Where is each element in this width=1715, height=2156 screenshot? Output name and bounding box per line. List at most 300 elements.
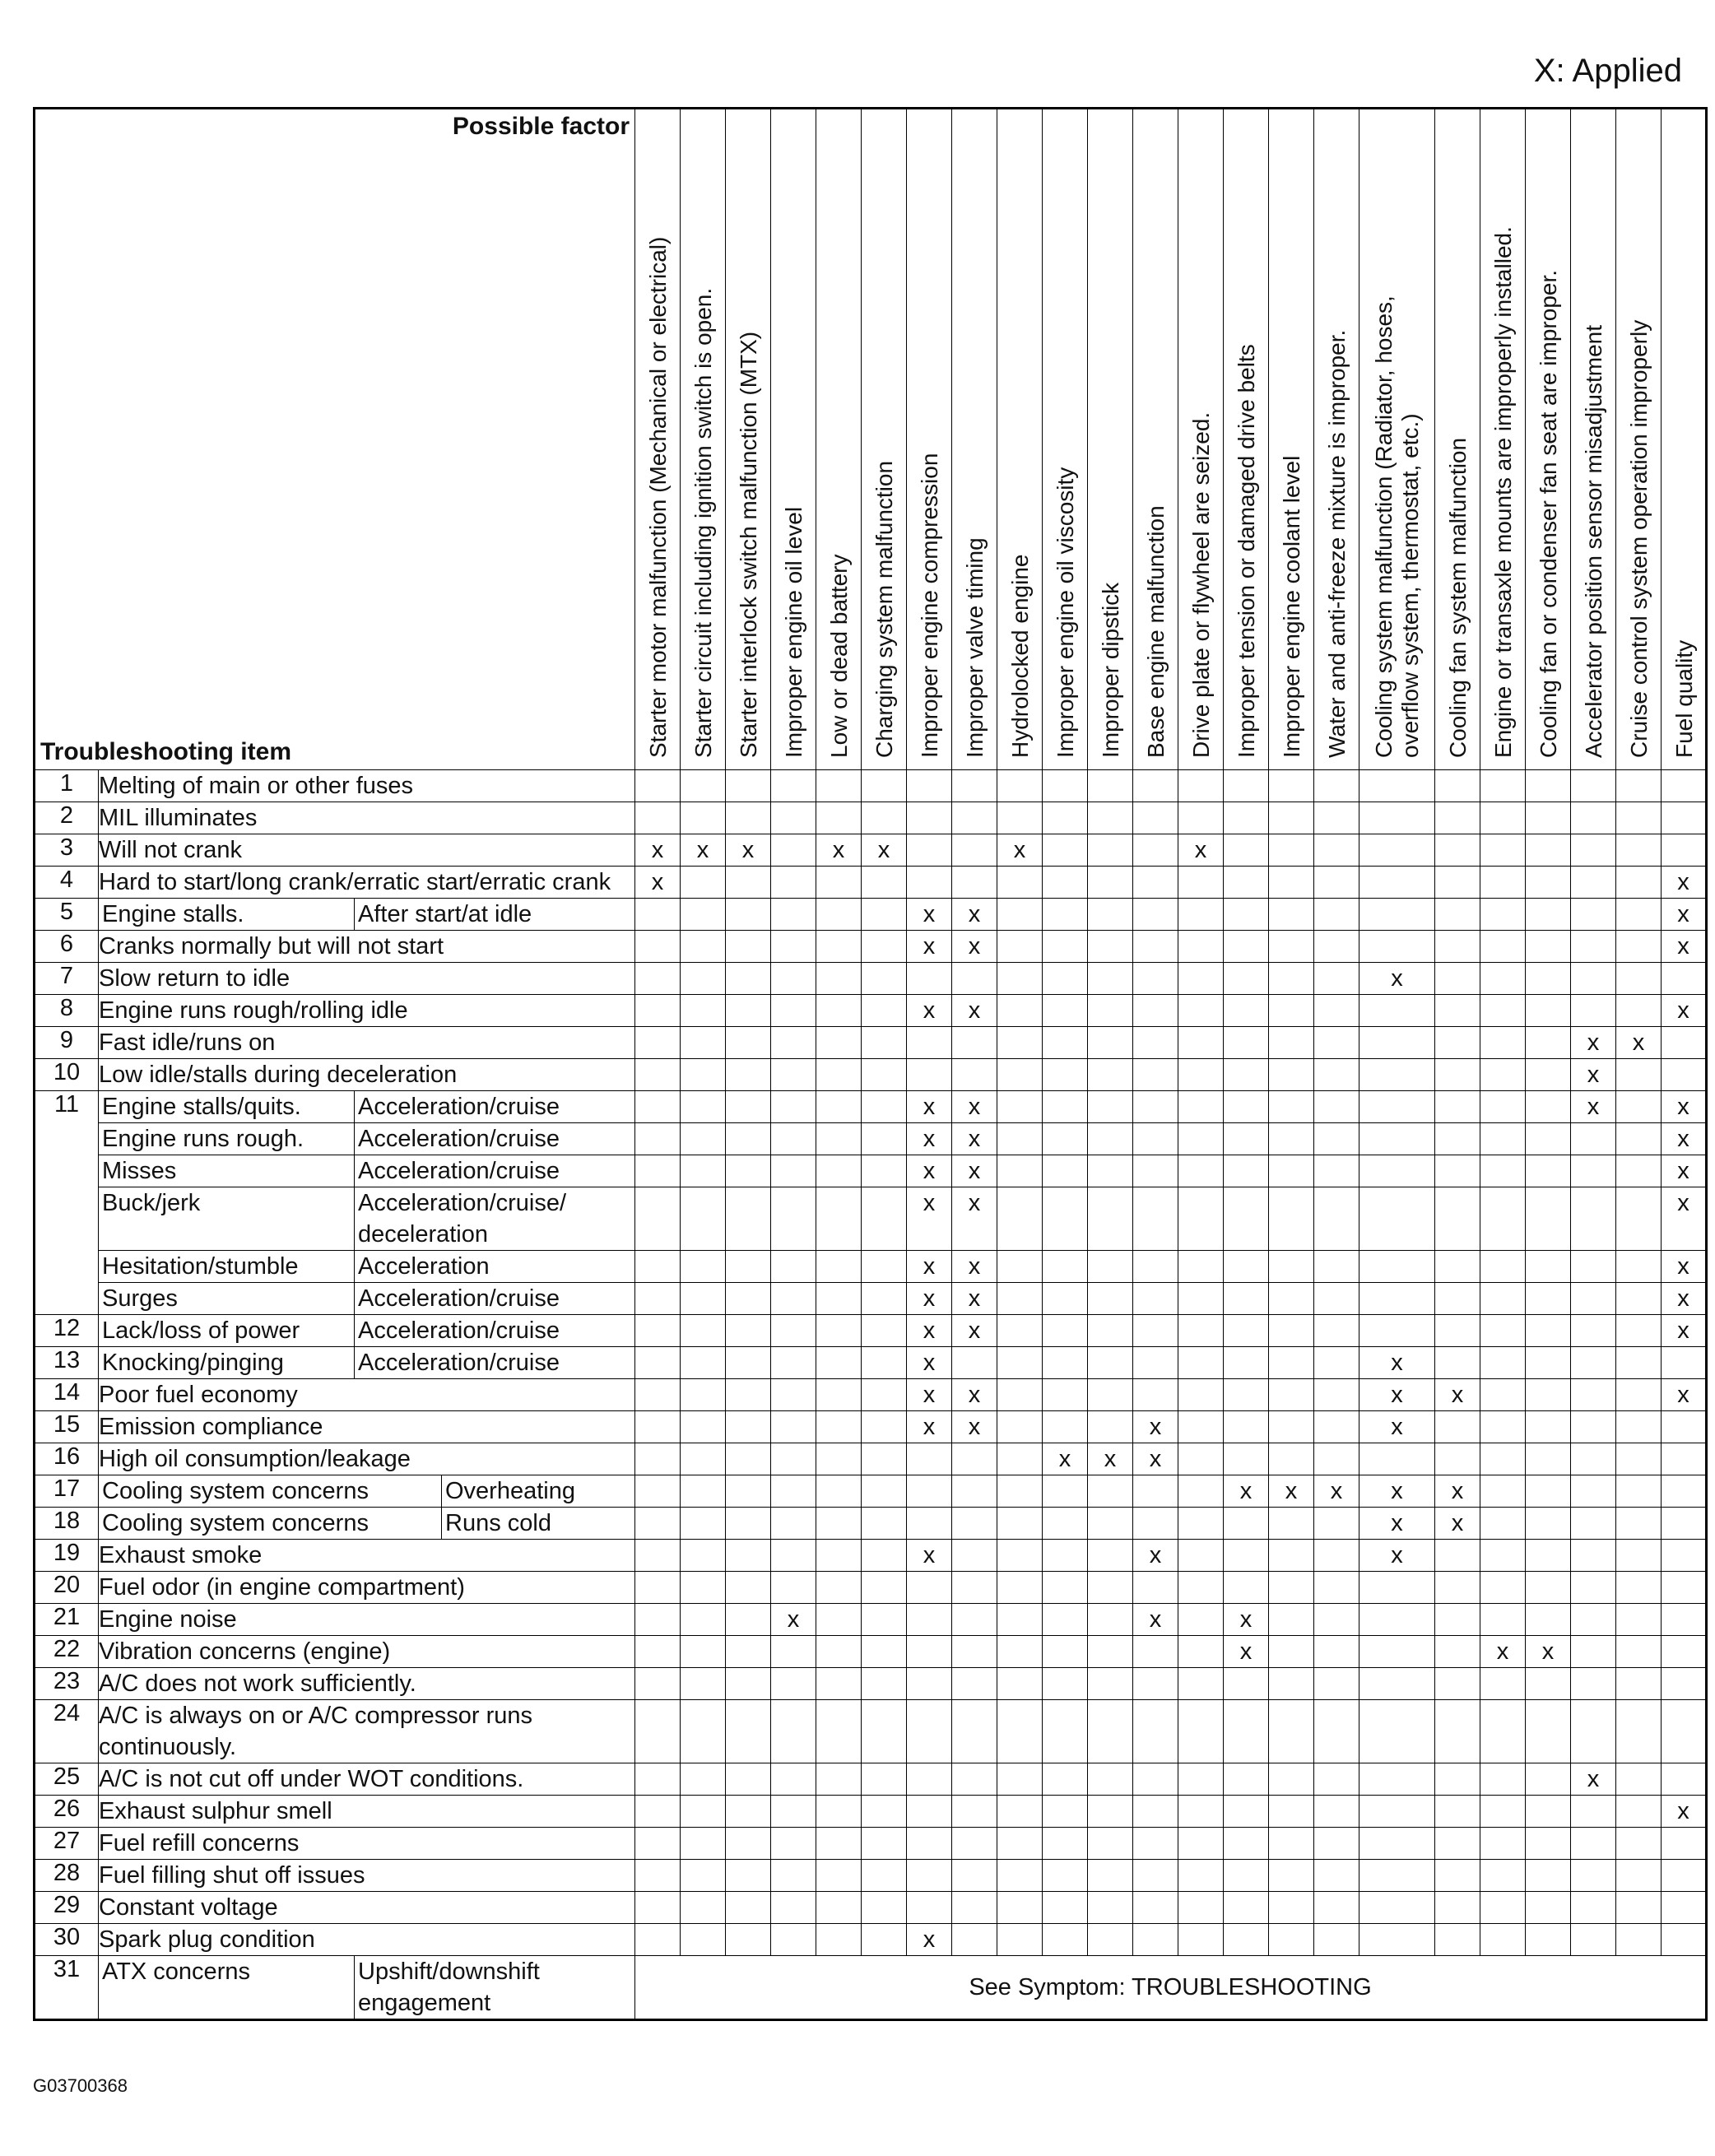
- applied-mark: [771, 1123, 816, 1155]
- applied-mark: [1314, 770, 1359, 802]
- applied-mark: [726, 1091, 771, 1123]
- applied-mark: [1314, 1540, 1359, 1572]
- applied-mark: [1662, 1668, 1707, 1700]
- item-label: Hard to start/long crank/erratic start/erratic crank: [99, 869, 611, 895]
- applied-mark: [1571, 995, 1616, 1027]
- applied-mark: x: [907, 1187, 952, 1251]
- factor-header: [1435, 109, 1480, 770]
- applied-mark: [1043, 1700, 1088, 1763]
- applied-mark: [862, 1027, 907, 1059]
- table-row: [35, 1379, 1707, 1411]
- item-label: ATX concerns: [102, 1956, 355, 2019]
- applied-mark: [726, 1379, 771, 1411]
- applied-mark: [1359, 1860, 1435, 1892]
- applied-mark: [771, 1572, 816, 1604]
- applied-mark: [726, 1251, 771, 1283]
- row-number: 26: [35, 1796, 99, 1828]
- factor-label: Base engine malfunction: [1142, 505, 1169, 758]
- applied-mark: [952, 1027, 997, 1059]
- applied-mark: [1571, 834, 1616, 867]
- applied-mark: [681, 995, 726, 1027]
- factor-header: [1043, 109, 1088, 770]
- applied-mark: [1224, 1924, 1269, 1956]
- applied-mark: [1616, 1892, 1662, 1924]
- applied-mark: x: [1662, 1796, 1707, 1828]
- applied-mark: [816, 1443, 862, 1475]
- applied-mark: [997, 1892, 1043, 1924]
- applied-mark: [862, 1059, 907, 1091]
- applied-mark: [1435, 770, 1480, 802]
- factor-header: [952, 109, 997, 770]
- factor-label: Improper dipstick: [1097, 582, 1123, 758]
- row-number: 10: [35, 1059, 99, 1091]
- applied-mark: [681, 1508, 726, 1540]
- applied-mark: [1526, 1828, 1571, 1860]
- item-condition: Upshift/downshift engagement: [358, 1959, 540, 2016]
- applied-mark: [1480, 1443, 1526, 1475]
- applied-mark: [952, 1668, 997, 1700]
- factor-header: [726, 109, 771, 770]
- applied-mark: x: [1435, 1475, 1480, 1508]
- applied-mark: [1616, 1796, 1662, 1828]
- applied-mark: [1435, 1700, 1480, 1763]
- applied-mark: [1314, 1668, 1359, 1700]
- applied-mark: [681, 1411, 726, 1443]
- table-row: [35, 1572, 1707, 1604]
- row-number: 6: [35, 931, 99, 963]
- troubleshooting-item: [99, 995, 635, 1027]
- applied-mark: [1133, 1763, 1178, 1796]
- applied-mark: [997, 995, 1043, 1027]
- applied-mark: [1269, 1283, 1314, 1315]
- applied-mark: [952, 834, 997, 867]
- applied-mark: x: [1133, 1604, 1178, 1636]
- item-label: Fuel refill concerns: [99, 1830, 300, 1856]
- applied-mark: [1043, 1860, 1088, 1892]
- row-number: 16: [35, 1443, 99, 1475]
- factor-header: [1269, 109, 1314, 770]
- applied-mark: [1043, 963, 1088, 995]
- applied-mark: [1088, 1636, 1133, 1668]
- troubleshooting-item: [99, 1860, 635, 1892]
- applied-mark: [1314, 1187, 1359, 1251]
- applied-mark: [1571, 1155, 1616, 1187]
- applied-mark: [1224, 1379, 1269, 1411]
- troubleshooting-item: [99, 1828, 635, 1860]
- applied-mark: [816, 1123, 862, 1155]
- applied-mark: x: [952, 995, 997, 1027]
- applied-mark: [1616, 1508, 1662, 1540]
- applied-mark: [1616, 1828, 1662, 1860]
- applied-mark: [1526, 1187, 1571, 1251]
- applied-mark: [1571, 867, 1616, 899]
- applied-mark: [681, 1283, 726, 1315]
- applied-mark: [1269, 1059, 1314, 1091]
- applied-mark: [1616, 1860, 1662, 1892]
- factor-header: [771, 109, 816, 770]
- troubleshooting-item: [99, 931, 635, 963]
- applied-mark: [1435, 1572, 1480, 1604]
- applied-mark: [862, 1443, 907, 1475]
- applied-mark: [1043, 1796, 1088, 1828]
- applied-mark: [1662, 1443, 1707, 1475]
- applied-mark: [1526, 1443, 1571, 1475]
- applied-mark: [952, 1475, 997, 1508]
- applied-mark: [1526, 1027, 1571, 1059]
- applied-mark: [771, 931, 816, 963]
- applied-mark: [1043, 1187, 1088, 1251]
- applied-mark: x: [816, 834, 862, 867]
- applied-mark: [1088, 1347, 1133, 1379]
- applied-mark: [816, 1315, 862, 1347]
- applied-mark: [1435, 1892, 1480, 1924]
- applied-mark: x: [635, 867, 681, 899]
- row-number: 27: [35, 1828, 99, 1860]
- applied-mark: [907, 834, 952, 867]
- applied-mark: [1133, 1892, 1178, 1924]
- applied-mark: [1526, 899, 1571, 931]
- applied-mark: [1269, 1187, 1314, 1251]
- applied-mark: [862, 1540, 907, 1572]
- applied-mark: [1133, 1508, 1178, 1540]
- factor-header: [1133, 109, 1178, 770]
- applied-mark: [1314, 1411, 1359, 1443]
- applied-mark: [726, 1283, 771, 1315]
- troubleshooting-item: [99, 963, 635, 995]
- applied-mark: [771, 1475, 816, 1508]
- applied-mark: [1662, 1027, 1707, 1059]
- applied-mark: [1526, 1700, 1571, 1763]
- applied-mark: [997, 1155, 1043, 1187]
- table-row: [35, 1155, 1707, 1187]
- factor-label: Improper engine oil viscosity: [1052, 467, 1078, 758]
- factor-label: Starter motor malfunction (Mechanical or electrical): [644, 236, 671, 758]
- row-number: 21: [35, 1604, 99, 1636]
- applied-mark: [997, 1828, 1043, 1860]
- applied-mark: [1359, 1123, 1435, 1155]
- applied-mark: [1043, 1347, 1088, 1379]
- applied-mark: x: [1435, 1379, 1480, 1411]
- applied-mark: [816, 963, 862, 995]
- applied-mark: [1043, 1027, 1088, 1059]
- applied-mark: [1043, 1091, 1088, 1123]
- applied-mark: x: [952, 1283, 997, 1315]
- applied-mark: [1088, 770, 1133, 802]
- applied-mark: [1435, 1283, 1480, 1315]
- applied-mark: [1088, 1892, 1133, 1924]
- applied-mark: x: [907, 1155, 952, 1187]
- factor-header: [635, 109, 681, 770]
- item-label: Will not crank: [99, 837, 243, 863]
- applied-mark: [1359, 1604, 1435, 1636]
- factor-header: [1178, 109, 1224, 770]
- applied-mark: [1662, 1540, 1707, 1572]
- factor-header: [907, 109, 952, 770]
- applied-mark: [997, 1315, 1043, 1347]
- applied-mark: [816, 1283, 862, 1315]
- row-number: [35, 1283, 99, 1315]
- applied-mark: [862, 1892, 907, 1924]
- applied-mark: [997, 867, 1043, 899]
- applied-mark: [862, 867, 907, 899]
- applied-mark: [681, 1059, 726, 1091]
- applied-mark: [1133, 963, 1178, 995]
- applied-mark: [1359, 1315, 1435, 1347]
- applied-mark: [1435, 995, 1480, 1027]
- row-number: 2: [35, 802, 99, 834]
- applied-mark: [1662, 1636, 1707, 1668]
- applied-mark: [1133, 770, 1178, 802]
- figure-id: G03700368: [33, 2075, 128, 2096]
- applied-mark: x: [1224, 1636, 1269, 1668]
- applied-mark: x: [907, 1379, 952, 1411]
- applied-mark: [1662, 834, 1707, 867]
- applied-mark: [681, 1315, 726, 1347]
- applied-mark: [1088, 1668, 1133, 1700]
- applied-mark: [1480, 1347, 1526, 1379]
- applied-mark: x: [907, 899, 952, 931]
- applied-mark: [1526, 1123, 1571, 1155]
- table-row: [35, 1187, 1707, 1251]
- applied-mark: [997, 1508, 1043, 1540]
- applied-mark: [1178, 1091, 1224, 1123]
- applied-mark: [1088, 1187, 1133, 1251]
- table-row: [35, 802, 1707, 834]
- item-condition: Overheating: [445, 1478, 575, 1504]
- applied-mark: [1480, 931, 1526, 963]
- applied-mark: [1526, 1860, 1571, 1892]
- applied-mark: [635, 1187, 681, 1251]
- applied-mark: [726, 1604, 771, 1636]
- applied-mark: [907, 963, 952, 995]
- row-number: 18: [35, 1508, 99, 1540]
- applied-mark: [1314, 1027, 1359, 1059]
- applied-mark: [1088, 963, 1133, 995]
- applied-mark: [1526, 931, 1571, 963]
- row-number: 1: [35, 770, 99, 802]
- applied-mark: [1133, 1796, 1178, 1828]
- applied-mark: [1224, 1315, 1269, 1347]
- applied-mark: [1571, 1379, 1616, 1411]
- applied-mark: [1526, 963, 1571, 995]
- applied-mark: [1269, 1123, 1314, 1155]
- applied-mark: x: [1224, 1604, 1269, 1636]
- applied-mark: [907, 867, 952, 899]
- applied-mark: [1314, 1892, 1359, 1924]
- factor-header: [681, 109, 726, 770]
- applied-mark: [771, 1636, 816, 1668]
- factor-header: [1480, 109, 1526, 770]
- factor-label: Engine or transaxle mounts are improperly installed.: [1490, 226, 1516, 758]
- applied-mark: [1359, 1892, 1435, 1924]
- applied-mark: [1526, 1892, 1571, 1924]
- applied-mark: x: [1571, 1091, 1616, 1123]
- applied-mark: [1133, 1700, 1178, 1763]
- applied-mark: [726, 1508, 771, 1540]
- applied-mark: [1133, 1636, 1178, 1668]
- applied-mark: x: [1662, 1251, 1707, 1283]
- applied-mark: [1314, 1828, 1359, 1860]
- header-row: [35, 109, 1707, 770]
- applied-mark: [952, 1860, 997, 1892]
- applied-mark: [1269, 1636, 1314, 1668]
- see-symptom-note: See Symptom: TROUBLESHOOTING: [635, 1956, 1707, 2020]
- applied-mark: [816, 867, 862, 899]
- applied-mark: [681, 867, 726, 899]
- applied-mark: x: [1616, 1027, 1662, 1059]
- applied-mark: [1178, 1763, 1224, 1796]
- applied-mark: x: [862, 834, 907, 867]
- applied-mark: x: [907, 1251, 952, 1283]
- applied-mark: [997, 770, 1043, 802]
- applied-mark: [816, 770, 862, 802]
- applied-mark: [1662, 1347, 1707, 1379]
- applied-mark: [1480, 1187, 1526, 1251]
- applied-mark: x: [952, 1155, 997, 1187]
- applied-mark: [1616, 770, 1662, 802]
- applied-mark: [816, 1668, 862, 1700]
- table-row: [35, 1283, 1707, 1315]
- applied-mark: [1314, 1508, 1359, 1540]
- applied-mark: [726, 1123, 771, 1155]
- applied-mark: [997, 1251, 1043, 1283]
- applied-mark: [1088, 1155, 1133, 1187]
- applied-mark: [862, 802, 907, 834]
- applied-mark: [1178, 802, 1224, 834]
- item-label: Knocking/pinging: [102, 1347, 355, 1378]
- applied-mark: [997, 1091, 1043, 1123]
- applied-mark: [1480, 1668, 1526, 1700]
- possible-factor-heading: Possible factor: [452, 113, 630, 140]
- applied-mark: [1359, 1187, 1435, 1251]
- item-label: Fuel odor (in engine compartment): [99, 1574, 465, 1601]
- row-number: 15: [35, 1411, 99, 1443]
- applied-mark: [1224, 995, 1269, 1027]
- applied-mark: [1616, 1283, 1662, 1315]
- applied-mark: [635, 1668, 681, 1700]
- table-row: [35, 1956, 1707, 2020]
- troubleshooting-item: [99, 1315, 635, 1347]
- applied-mark: [1526, 770, 1571, 802]
- applied-mark: [1043, 1636, 1088, 1668]
- applied-mark: [771, 1700, 816, 1763]
- applied-mark: [1616, 995, 1662, 1027]
- applied-mark: [726, 1347, 771, 1379]
- applied-mark: [1662, 1892, 1707, 1924]
- applied-mark: [1616, 802, 1662, 834]
- applied-mark: x: [952, 1251, 997, 1283]
- applied-mark: [1480, 1155, 1526, 1187]
- applied-mark: [726, 1540, 771, 1572]
- applied-mark: [997, 1636, 1043, 1668]
- applied-mark: [1269, 1763, 1314, 1796]
- applied-mark: [1662, 1828, 1707, 1860]
- applied-mark: [726, 1155, 771, 1187]
- item-label: Low idle/stalls during deceleration: [99, 1062, 458, 1088]
- applied-mark: [1178, 867, 1224, 899]
- applied-mark: [997, 1668, 1043, 1700]
- applied-mark: [1224, 802, 1269, 834]
- applied-mark: [771, 1540, 816, 1572]
- table-row: [35, 1796, 1707, 1828]
- factor-label: Charging system malfunction: [871, 460, 897, 758]
- applied-mark: [1435, 1443, 1480, 1475]
- applied-mark: [681, 1700, 726, 1763]
- factor-label: overflow system, thermostat, etc.): [1397, 413, 1423, 758]
- row-number: 3: [35, 834, 99, 867]
- table-row: [35, 1027, 1707, 1059]
- row-number: 5: [35, 899, 99, 931]
- applied-mark: [1314, 1315, 1359, 1347]
- applied-mark: [1435, 1411, 1480, 1443]
- applied-mark: [1526, 1508, 1571, 1540]
- applied-mark: x: [1359, 1411, 1435, 1443]
- applied-mark: [952, 1763, 997, 1796]
- applied-mark: [1088, 1860, 1133, 1892]
- table-row: [35, 1892, 1707, 1924]
- table-row: [35, 1315, 1707, 1347]
- applied-mark: [1088, 1027, 1133, 1059]
- applied-mark: [1178, 1700, 1224, 1763]
- troubleshooting-item: [99, 1251, 635, 1283]
- factor-label: Starter circuit including ignition switch is open.: [690, 287, 716, 758]
- applied-mark: [1088, 1763, 1133, 1796]
- applied-mark: [1359, 1283, 1435, 1315]
- applied-mark: [681, 1379, 726, 1411]
- item-label: Spark plug condition: [99, 1926, 315, 1953]
- table-row: [35, 1251, 1707, 1283]
- applied-mark: [771, 899, 816, 931]
- applied-mark: [726, 963, 771, 995]
- row-number: 11: [35, 1091, 99, 1123]
- applied-mark: [1435, 1187, 1480, 1251]
- applied-mark: x: [997, 834, 1043, 867]
- applied-mark: [1088, 1379, 1133, 1411]
- applied-mark: x: [1359, 1540, 1435, 1572]
- applied-mark: [726, 770, 771, 802]
- applied-mark: [1359, 931, 1435, 963]
- applied-mark: [1526, 1604, 1571, 1636]
- applied-mark: [1269, 1892, 1314, 1924]
- factor-label: Improper tension or damaged drive belts: [1233, 344, 1259, 758]
- applied-mark: [997, 1411, 1043, 1443]
- applied-mark: [1088, 1828, 1133, 1860]
- item-label: Engine runs rough/rolling idle: [99, 997, 408, 1024]
- applied-mark: [952, 1796, 997, 1828]
- applied-mark: x: [1178, 834, 1224, 867]
- applied-mark: x: [907, 1347, 952, 1379]
- applied-mark: [1133, 1187, 1178, 1251]
- applied-mark: [1616, 1187, 1662, 1251]
- applied-mark: [1224, 1860, 1269, 1892]
- troubleshooting-item: [99, 1796, 635, 1828]
- factor-label: Starter interlock switch malfunction (MTX): [735, 331, 761, 758]
- applied-mark: [1133, 1027, 1178, 1059]
- item-label: Engine stalls.: [102, 899, 355, 930]
- item-label: Emission compliance: [99, 1414, 323, 1440]
- applied-mark: [1662, 802, 1707, 834]
- applied-mark: [816, 1059, 862, 1091]
- applied-mark: [1435, 1860, 1480, 1892]
- table-row: [35, 770, 1707, 802]
- applied-mark: [1043, 1251, 1088, 1283]
- factor-header: [1359, 109, 1435, 770]
- applied-mark: [862, 1411, 907, 1443]
- applied-mark: [816, 995, 862, 1027]
- applied-mark: x: [1662, 867, 1707, 899]
- applied-mark: [1571, 1123, 1616, 1155]
- applied-mark: [1178, 1315, 1224, 1347]
